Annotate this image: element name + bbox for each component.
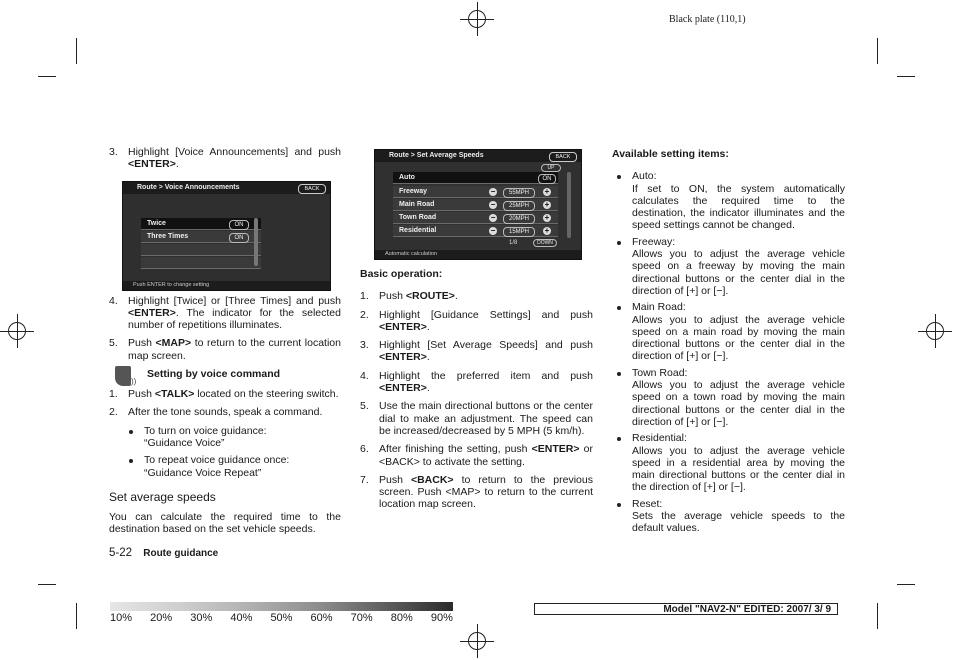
screen-title: Route > Set Average Speeds — [375, 150, 581, 162]
basic-operation-title: Basic operation: — [360, 268, 443, 280]
minus-icon[interactable]: − — [490, 200, 496, 209]
bullet-item: To turn on voice guidance: “Guidance Voice” — [109, 425, 341, 450]
sound-wave-icon: )) — [131, 377, 137, 387]
bullet-item: To repeat voice guidance once: “Guidance Voice Repeat” — [109, 454, 341, 479]
registration-mark — [918, 314, 952, 348]
crop-mark — [877, 38, 878, 64]
step-item: 2. After the tone sounds, speak a command. — [109, 406, 323, 419]
crop-mark — [38, 584, 56, 585]
registration-mark — [460, 624, 494, 658]
available-items-title: Available setting items: — [612, 148, 729, 160]
step-item: 1. Push <TALK> located on the steering switch. — [109, 388, 339, 401]
up-button[interactable]: UP — [541, 164, 561, 172]
status-bar: Push ENTER to change setting — [123, 281, 330, 290]
indicator-on: ON — [229, 233, 249, 243]
row-twice[interactable]: Twice — [141, 218, 261, 230]
step-item: 7. Push <BACK> to return to the previous screen. Push <MAP> to return to the current location map screen. — [360, 473, 593, 511]
step-item: 5. Push <MAP> to return to the current location map screen. — [109, 337, 341, 362]
row-empty — [141, 257, 261, 269]
screen-title: Route > Voice Announcements — [123, 182, 330, 194]
crop-mark — [897, 76, 915, 77]
indicator-on: ON — [229, 220, 249, 230]
plus-icon[interactable]: + — [544, 200, 550, 209]
registration-mark — [0, 314, 34, 348]
speed-value: 20MPH — [503, 214, 535, 224]
back-button[interactable]: BACK — [298, 184, 326, 194]
greyscale-labels: 10% 20% 30% 40% 50% 60% 70% 80% 90% — [110, 612, 453, 624]
crop-mark — [76, 38, 77, 64]
step-item: 4. Highlight the preferred item and push <ENTER>. — [360, 369, 593, 395]
setting-item-auto: Auto: If set to ON, the system automatically calculates the required time to the destination, the indicator illuminates and the speed settings cannot be changed. — [612, 170, 845, 231]
page-number: 5-22 — [109, 547, 133, 559]
step-item: 4. Highlight [Twice] or [Three Times] and push <ENTER>. The indicator for the selected number of repetitions illuminates. — [109, 294, 341, 332]
model-edit-line: Model "NAV2-N" EDITED: 2007/ 3/ 9 — [534, 603, 838, 615]
setting-item-freeway: Freeway: Allows you to adjust the average vehicle speed on a freeway by moving the main directional buttons or the center dial in the direction of [+] or [−]. — [612, 236, 845, 297]
speed-value: 25MPH — [503, 201, 535, 211]
row-freeway[interactable]: Freeway — [393, 186, 558, 198]
row-residential[interactable]: Residential — [393, 225, 558, 237]
scrollbar[interactable] — [254, 218, 258, 266]
plus-icon[interactable]: + — [544, 187, 550, 196]
row-empty — [141, 244, 261, 256]
row-auto[interactable]: Auto — [393, 172, 558, 184]
section-heading: Set average speeds — [109, 489, 216, 504]
registration-mark — [460, 2, 494, 36]
microphone-icon — [115, 366, 131, 386]
voice-announcements-screen — [122, 181, 331, 291]
step-item: 2. Highlight [Guidance Settings] and push <ENTER>. — [360, 308, 593, 333]
set-average-speeds-screen — [374, 149, 582, 260]
minus-icon[interactable]: − — [490, 226, 496, 235]
crop-mark — [76, 603, 77, 629]
section-name: Route guidance — [143, 548, 219, 559]
indicator-on: ON — [538, 174, 556, 184]
row-three-times[interactable]: Three Times — [141, 231, 261, 243]
paragraph: You can calculate the required time to the destination based on the set vehicle speeds. — [109, 511, 341, 536]
voice-command-heading: )) Setting by voice command — [109, 368, 341, 384]
status-bar: Automatic calculation — [375, 250, 581, 259]
crop-mark — [38, 76, 56, 77]
crop-mark — [877, 603, 878, 629]
plate-label: Black plate (110,1) — [669, 14, 746, 25]
crop-mark — [897, 584, 915, 585]
minus-icon[interactable]: − — [490, 187, 496, 196]
page-indicator: 1/8 — [509, 240, 518, 246]
greyscale-bar — [110, 602, 453, 611]
setting-item-residential: Residential: Allows you to adjust the average vehicle speed in a residential area by moving the main directional buttons or the center dial in the direction of [+] or [−]. — [612, 432, 845, 493]
speed-value: 55MPH — [503, 188, 535, 198]
plus-icon[interactable]: + — [544, 226, 550, 235]
minus-icon[interactable]: − — [490, 213, 496, 222]
down-button[interactable]: DOWN — [533, 239, 557, 247]
page-footer — [109, 547, 218, 559]
step-item: 6. After finishing the setting, push <ENTER> or <BACK> to activate the setting. — [360, 443, 593, 468]
row-town-road[interactable]: Town Road — [393, 212, 558, 224]
step-item: 3. Highlight [Set Average Speeds] and push <ENTER>. — [360, 339, 593, 364]
screen-spacer — [109, 177, 341, 295]
back-button[interactable]: BACK — [549, 152, 577, 162]
plus-icon[interactable]: + — [544, 213, 550, 222]
step-item: 5. Use the main directional buttons or the center dial to make an adjustment. The speed can be increased/decreased by 5 MPH (5 km/h). — [360, 400, 593, 437]
column-middle — [360, 268, 593, 517]
step-item: 1. Push <ROUTE>. — [360, 290, 458, 303]
setting-item-town-road: Town Road: Allows you to adjust the average vehicle speed on a town road by moving the main directional buttons or the center dial in the direction of [+] or [−]. — [612, 367, 845, 428]
step-item: 3. Highlight [Voice Announcements] and push <ENTER>. — [109, 146, 341, 171]
speed-value: 15MPH — [503, 227, 535, 237]
scrollbar[interactable] — [567, 172, 571, 238]
column-left — [109, 146, 341, 536]
row-main-road[interactable]: Main Road — [393, 199, 558, 211]
setting-item-main-road: Main Road: Allows you to adjust the average vehicle speed on a main road by moving the main directional buttons or the center dial in the direction of [+] or [−]. — [612, 301, 845, 362]
setting-item-reset: Reset: Sets the average vehicle speeds to the default values. — [612, 498, 845, 535]
column-right — [612, 148, 845, 539]
